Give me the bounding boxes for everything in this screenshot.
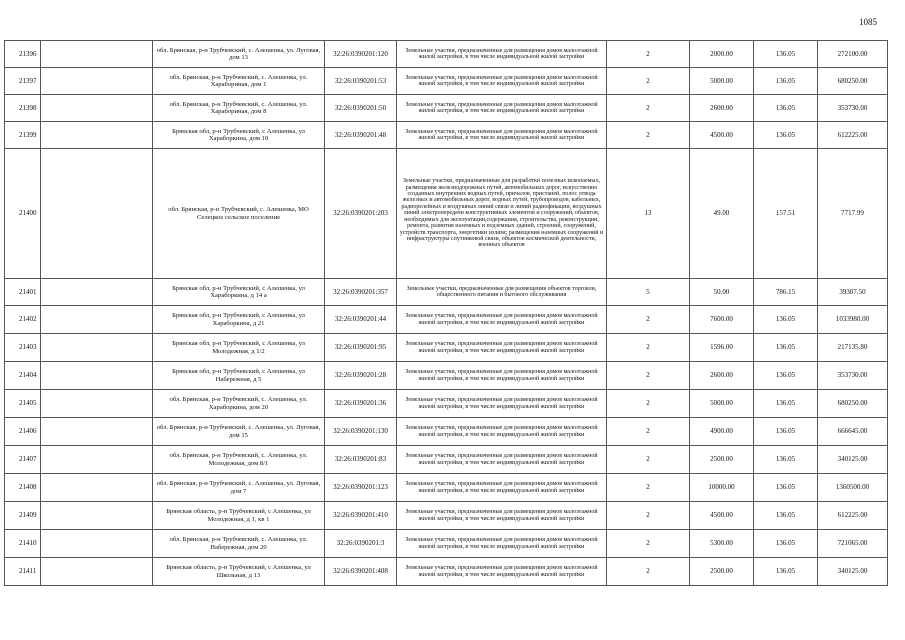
- area-cell: 2600.00: [690, 95, 754, 122]
- land-purpose-cell: Земельные участки, предназначенные для размещения домов малоэтажной жилой застройки, в том числе индивидуальной жилой застройки: [397, 68, 607, 95]
- blank-cell: [41, 390, 153, 418]
- table-row: [5, 306, 888, 334]
- cadastral-number-cell: 32:26:0390201:120: [325, 41, 397, 68]
- group-number-cell: 2: [607, 362, 690, 390]
- table-row: [5, 502, 888, 530]
- group-number-cell: 2: [607, 530, 690, 558]
- table-row: [5, 390, 888, 418]
- table-row: [5, 95, 888, 122]
- blank-cell: [41, 474, 153, 502]
- area-cell: 7600.00: [690, 306, 754, 334]
- area-cell: 50.00: [690, 279, 754, 306]
- cadastral-value-cell: 217135.80: [818, 334, 888, 362]
- land-purpose-cell: Земельные участки, предназначенные для размещения домов малоэтажной жилой застройки, в том числе индивидуальной жилой застройки: [397, 306, 607, 334]
- blank-cell: [41, 122, 153, 149]
- row-id: 21410: [5, 530, 41, 558]
- group-number-cell: 2: [607, 418, 690, 446]
- cadastral-value-cell: 340125.00: [818, 446, 888, 474]
- table-row: [5, 68, 888, 95]
- specific-value-cell: 136.05: [754, 334, 818, 362]
- cadastral-number-cell: 32:26:0390201:130: [325, 418, 397, 446]
- land-purpose-cell: Земельные участки, предназначенные для размещения домов малоэтажной жилой застройки, в том числе индивидуальной жилой застройки: [397, 418, 607, 446]
- specific-value-cell: 136.05: [754, 122, 818, 149]
- land-purpose-cell: Земельные участки, предназначенные для размещения домов малоэтажной жилой застройки, в том числе индивидуальной жилой застройки: [397, 502, 607, 530]
- table-row: [5, 446, 888, 474]
- blank-cell: [41, 306, 153, 334]
- land-purpose-cell: Земельные участки, предназначенные для размещения домов малоэтажной жилой застройки, в том числе индивидуальной жилой застройки: [397, 362, 607, 390]
- address-cell: Брянская обл, р-н Трубчевский, с Алешенка, ул Молодежная, д 1/2: [153, 334, 325, 362]
- cadastral-number-cell: 32:26:0390201:48: [325, 122, 397, 149]
- specific-value-cell: 136.05: [754, 95, 818, 122]
- address-cell: обл. Брянская, р-н Трубчевский, с. Алешенка, ул. Хараборкина, дом 20: [153, 390, 325, 418]
- blank-cell: [41, 530, 153, 558]
- cadastral-number-cell: 32:26:0390201:203: [325, 149, 397, 279]
- cadastral-value-cell: 612225.00: [818, 502, 888, 530]
- area-cell: 2000.00: [690, 41, 754, 68]
- cadastral-number-cell: 32:26:0390201:36: [325, 390, 397, 418]
- land-purpose-cell: Земельные участки, предназначенные для размещения домов малоэтажной жилой застройки, в том числе индивидуальной жилой застройки: [397, 530, 607, 558]
- cadastral-number-cell: 32:26:0390201:95: [325, 334, 397, 362]
- specific-value-cell: 136.05: [754, 68, 818, 95]
- row-id: 21404: [5, 362, 41, 390]
- cadastral-number-cell: 32:26:0390201:357: [325, 279, 397, 306]
- cadastral-value-cell: 340125.00: [818, 558, 888, 586]
- cadastral-value-cell: 612225.00: [818, 122, 888, 149]
- area-cell: 49.00: [690, 149, 754, 279]
- address-cell: обл. Брянская, р-н Трубчевский, с. Алешенка, ул. Луговая, дом 7: [153, 474, 325, 502]
- address-cell: обл. Брянская, р-н Трубчевский, с. Алешенка, МО Селецкое сельское поселение: [153, 149, 325, 279]
- cadastral-number-cell: 32:26:0390201:53: [325, 68, 397, 95]
- row-id: 21408: [5, 474, 41, 502]
- table-body: [5, 41, 888, 586]
- table-row: [5, 362, 888, 390]
- cadastral-number-cell: 32:26:0390201:83: [325, 446, 397, 474]
- table-row: [5, 149, 888, 279]
- area-cell: 5000.00: [690, 390, 754, 418]
- address-cell: обл. Брянская, р-н Трубчевский, с. Алешенка, ул. Набережная, дом 20: [153, 530, 325, 558]
- address-cell: обл. Брянская, р-н Трубчевский, с. Алешенка, ул. Луговая, дом 13: [153, 41, 325, 68]
- address-cell: Брянская обл, р-н Трубчевский, с Алешенка, ул Хараборкина, д 14 а: [153, 279, 325, 306]
- group-number-cell: 2: [607, 558, 690, 586]
- group-number-cell: 2: [607, 95, 690, 122]
- row-id: 21399: [5, 122, 41, 149]
- blank-cell: [41, 418, 153, 446]
- group-number-cell: 2: [607, 334, 690, 362]
- group-number-cell: 2: [607, 390, 690, 418]
- row-id: 21396: [5, 41, 41, 68]
- table-row: [5, 122, 888, 149]
- group-number-cell: 2: [607, 446, 690, 474]
- cadastral-value-cell: 39307.50: [818, 279, 888, 306]
- cadastral-value-cell: 353730.00: [818, 362, 888, 390]
- row-id: 21406: [5, 418, 41, 446]
- row-id: 21409: [5, 502, 41, 530]
- group-number-cell: 13: [607, 149, 690, 279]
- cadastral-number-cell: 32:26:0390201:28: [325, 362, 397, 390]
- address-cell: Брянская обл, р-н Трубчевский, с Алешенка, ул Набережная, д 5: [153, 362, 325, 390]
- address-cell: обл. Брянская, р-н Трубчевский, с. Алешенка, ул. Харабориная, дом 8: [153, 95, 325, 122]
- land-purpose-cell: Земельные участки, предназначенные для размещения домов малоэтажной жилой застройки, в том числе индивидуальной жилой застройки: [397, 122, 607, 149]
- specific-value-cell: 136.05: [754, 530, 818, 558]
- area-cell: 5000.00: [690, 68, 754, 95]
- specific-value-cell: 157.51: [754, 149, 818, 279]
- row-id: 21397: [5, 68, 41, 95]
- address-cell: Брянская область, р-н Трубчевский, с Алешенка, ул Школьная, д 13: [153, 558, 325, 586]
- area-cell: 2500.00: [690, 446, 754, 474]
- row-id: 21398: [5, 95, 41, 122]
- row-id: 21411: [5, 558, 41, 586]
- cadastral-value-cell: 721065.00: [818, 530, 888, 558]
- area-cell: 2600.00: [690, 362, 754, 390]
- specific-value-cell: 136.05: [754, 502, 818, 530]
- land-purpose-cell: Земельные участки, предназначенные для размещения домов малоэтажной жилой застройки, в том числе индивидуальной жилой застройки: [397, 334, 607, 362]
- address-cell: Брянская область, р-н Трубчевский, с Алешенка, ул Молодежная, д 1, кв 1: [153, 502, 325, 530]
- address-cell: обл. Брянская, р-н Трубчевский, с. Алешенка, ул. Молодежная, дом 8/1: [153, 446, 325, 474]
- cadastral-number-cell: 32:26:0390201:44: [325, 306, 397, 334]
- table-row: [5, 558, 888, 586]
- cadastral-value-cell: 272100.00: [818, 41, 888, 68]
- address-cell: Брянская обл, р-н Трубчевский, с Алешенка, ул Хараборкина, дом 10: [153, 122, 325, 149]
- row-id: 21400: [5, 149, 41, 279]
- area-cell: 4900.00: [690, 418, 754, 446]
- land-purpose-cell: Земельные участки, предназначенные для размещения объектов торговли, общественного питания и бытового обслуживания: [397, 279, 607, 306]
- group-number-cell: 5: [607, 279, 690, 306]
- specific-value-cell: 136.05: [754, 418, 818, 446]
- row-id: 21403: [5, 334, 41, 362]
- land-purpose-cell: Земельные участки, предназначенные для размещения домов малоэтажной жилой застройки, в том числе индивидуальной жилой застройки: [397, 558, 607, 586]
- group-number-cell: 2: [607, 41, 690, 68]
- specific-value-cell: 136.05: [754, 558, 818, 586]
- specific-value-cell: 136.05: [754, 474, 818, 502]
- cadastral-value-cell: 7717.99: [818, 149, 888, 279]
- land-purpose-cell: Земельные участки, предназначенные для размещения домов малоэтажной жилой застройки, в том числе индивидуальной жилой застройки: [397, 41, 607, 68]
- address-cell: Брянская обл, р-н Трубчевский, с Алешенка, ул Хараборкина, д 21: [153, 306, 325, 334]
- page-number: 1085: [859, 17, 877, 27]
- specific-value-cell: 136.05: [754, 41, 818, 68]
- area-cell: 10000.00: [690, 474, 754, 502]
- table-row: [5, 334, 888, 362]
- cadastral-number-cell: 32:26:0390201:410: [325, 502, 397, 530]
- land-purpose-cell: Земельные участки, предназначенные для разработки полезных ископаемых, размещения железнодорожных путей, автомобильных дорог, искусственно созданных внутренних водных путей, причалов, пристаней, полос отвода железных и автомобильных дорог, водных путей, трубопроводов, кабельных, радиорелейных и воздушных линий связи и линий радиофикации, воздушных линий электропередачи конструктивных элементов и сооружений, объектов, необходимых для эксплуатации,содержания, строительства, реконструкции, ремонта, развития наземных и подземных зданий, строений, сооружений, устройств транспорта, энергетики излязи; размещения наземных сооружений и инфраструктуры спутниковой связи, объектов космической деятельности, военных объектов: [397, 149, 607, 279]
- row-id: 21401: [5, 279, 41, 306]
- area-cell: 4500.00: [690, 502, 754, 530]
- specific-value-cell: 136.05: [754, 362, 818, 390]
- row-id: 21405: [5, 390, 41, 418]
- land-purpose-cell: Земельные участки, предназначенные для размещения домов малоэтажной жилой застройки, в том числе индивидуальной жилой застройки: [397, 390, 607, 418]
- cadastral-number-cell: 32:26:0390201:50: [325, 95, 397, 122]
- land-purpose-cell: Земельные участки, предназначенные для размещения домов малоэтажной жилой застройки, в том числе индивидуальной жилой застройки: [397, 95, 607, 122]
- blank-cell: [41, 362, 153, 390]
- cadastral-number-cell: 32:26:0390201:3: [325, 530, 397, 558]
- table-row: [5, 41, 888, 68]
- blank-cell: [41, 95, 153, 122]
- address-cell: обл. Брянская, р-н Трубчевский, с. Алешенка, ул. Луговая, дом 15: [153, 418, 325, 446]
- address-cell: обл. Брянская, р-н Трубчевский, с. Алешенка, ул. Харабориная, дом 1: [153, 68, 325, 95]
- group-number-cell: 2: [607, 306, 690, 334]
- blank-cell: [41, 279, 153, 306]
- table-row: [5, 530, 888, 558]
- cadastral-value-cell: 1033980.00: [818, 306, 888, 334]
- blank-cell: [41, 558, 153, 586]
- land-purpose-cell: Земельные участки, предназначенные для размещения домов малоэтажной жилой застройки, в том числе индивидуальной жилой застройки: [397, 474, 607, 502]
- blank-cell: [41, 68, 153, 95]
- row-id: 21407: [5, 446, 41, 474]
- cadastral-value-cell: 1360500.00: [818, 474, 888, 502]
- group-number-cell: 2: [607, 474, 690, 502]
- blank-cell: [41, 334, 153, 362]
- specific-value-cell: 136.05: [754, 446, 818, 474]
- blank-cell: [41, 149, 153, 279]
- area-cell: 1596.00: [690, 334, 754, 362]
- table-row: [5, 418, 888, 446]
- cadastral-value-cell: 666645.00: [818, 418, 888, 446]
- table-row: [5, 474, 888, 502]
- blank-cell: [41, 41, 153, 68]
- specific-value-cell: 786.15: [754, 279, 818, 306]
- group-number-cell: 2: [607, 502, 690, 530]
- cadastral-value-cell: 680250.00: [818, 390, 888, 418]
- blank-cell: [41, 502, 153, 530]
- group-number-cell: 2: [607, 122, 690, 149]
- specific-value-cell: 136.05: [754, 306, 818, 334]
- area-cell: 4500.00: [690, 122, 754, 149]
- cadastral-value-cell: 680250.00: [818, 68, 888, 95]
- blank-cell: [41, 446, 153, 474]
- cadastral-value-table: [4, 40, 888, 586]
- row-id: 21402: [5, 306, 41, 334]
- cadastral-number-cell: 32:26:0390201:123: [325, 474, 397, 502]
- land-purpose-cell: Земельные участки, предназначенные для размещения домов малоэтажной жилой застройки, в том числе индивидуальной жилой застройки: [397, 446, 607, 474]
- area-cell: 5300.00: [690, 530, 754, 558]
- group-number-cell: 2: [607, 68, 690, 95]
- area-cell: 2500.00: [690, 558, 754, 586]
- table-row: [5, 279, 888, 306]
- specific-value-cell: 136.05: [754, 390, 818, 418]
- cadastral-value-cell: 353730.00: [818, 95, 888, 122]
- cadastral-number-cell: 32:26:0390201:408: [325, 558, 397, 586]
